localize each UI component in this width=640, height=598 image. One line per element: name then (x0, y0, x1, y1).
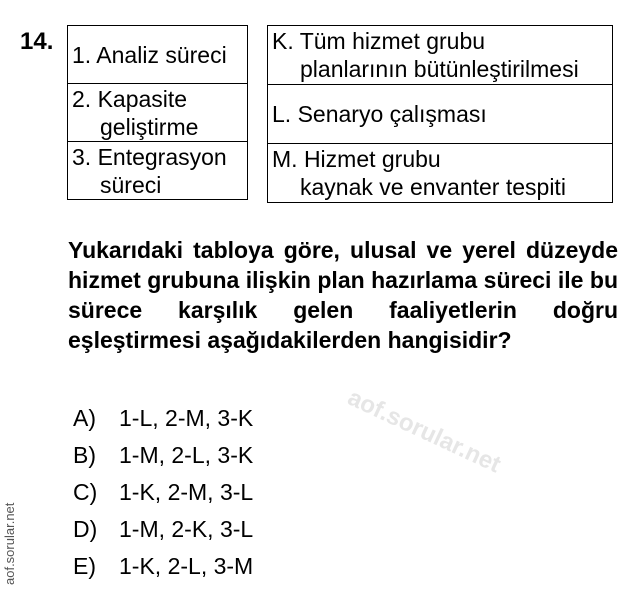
table-row (68, 84, 248, 142)
question-text: Yukarıdaki tabloya göre, ulusal ve yerel düzeyde hizmet grubuna ilişkin plan hazırlama süreci ile bu sürece karşılık gelen faaliyetlerin doğru eşleştirmesi aşağıdakilerden hangisidir? (68, 237, 618, 353)
process-cell (68, 142, 248, 200)
table-row (68, 142, 248, 200)
process-label: 1. Analiz süreci (72, 41, 227, 68)
process-label: 3. Entegrasyon (72, 143, 227, 170)
option-e[interactable] (73, 552, 253, 589)
option-d[interactable] (73, 515, 253, 552)
activity-label-continued: kaynak ve envanter tespiti (300, 174, 566, 200)
activity-label-continued: planlarının bütünleştirilmesi (300, 56, 579, 82)
process-label: 2. Kapasite (72, 85, 188, 112)
option-text: 1-M, 2-K, 3-L (119, 516, 254, 542)
question-number: 14. (20, 28, 54, 55)
option-letter: B) (73, 442, 96, 468)
option-letter: D) (73, 516, 98, 542)
option-text: 1-K, 2-L, 3-M (119, 553, 254, 579)
watermark: aof.sorular.net (343, 384, 505, 479)
option-c[interactable] (73, 478, 253, 515)
option-text: 1-L, 2-M, 3-K (119, 405, 254, 431)
option-text: 1-K, 2-M, 3-L (119, 479, 254, 505)
option-a[interactable] (73, 404, 253, 441)
option-letter: A) (73, 405, 96, 431)
activity-table (267, 25, 613, 203)
option-letter: E) (73, 553, 96, 579)
option-letter: C) (73, 479, 98, 505)
activity-label: L. Senaryo çalışması (272, 101, 487, 127)
activity-cell (268, 85, 613, 144)
process-cell (68, 26, 248, 84)
activity-cell (268, 144, 613, 203)
table-row (268, 144, 613, 203)
activity-label: M. Hizmet grubu (272, 146, 441, 172)
activity-label: K. Tüm hizmet grubu (272, 28, 486, 54)
table-row (68, 26, 248, 84)
option-text: 1-M, 2-L, 3-K (119, 442, 254, 468)
process-label-continued: süreci (100, 171, 162, 198)
process-label-continued: geliştirme (100, 113, 199, 140)
process-cell (68, 84, 248, 142)
table-row (268, 85, 613, 144)
process-table (67, 25, 248, 200)
answer-options (73, 404, 253, 589)
activity-cell (268, 26, 613, 85)
table-row (268, 26, 613, 85)
option-b[interactable] (73, 441, 253, 478)
side-watermark: aof.sorular.net (2, 502, 17, 585)
